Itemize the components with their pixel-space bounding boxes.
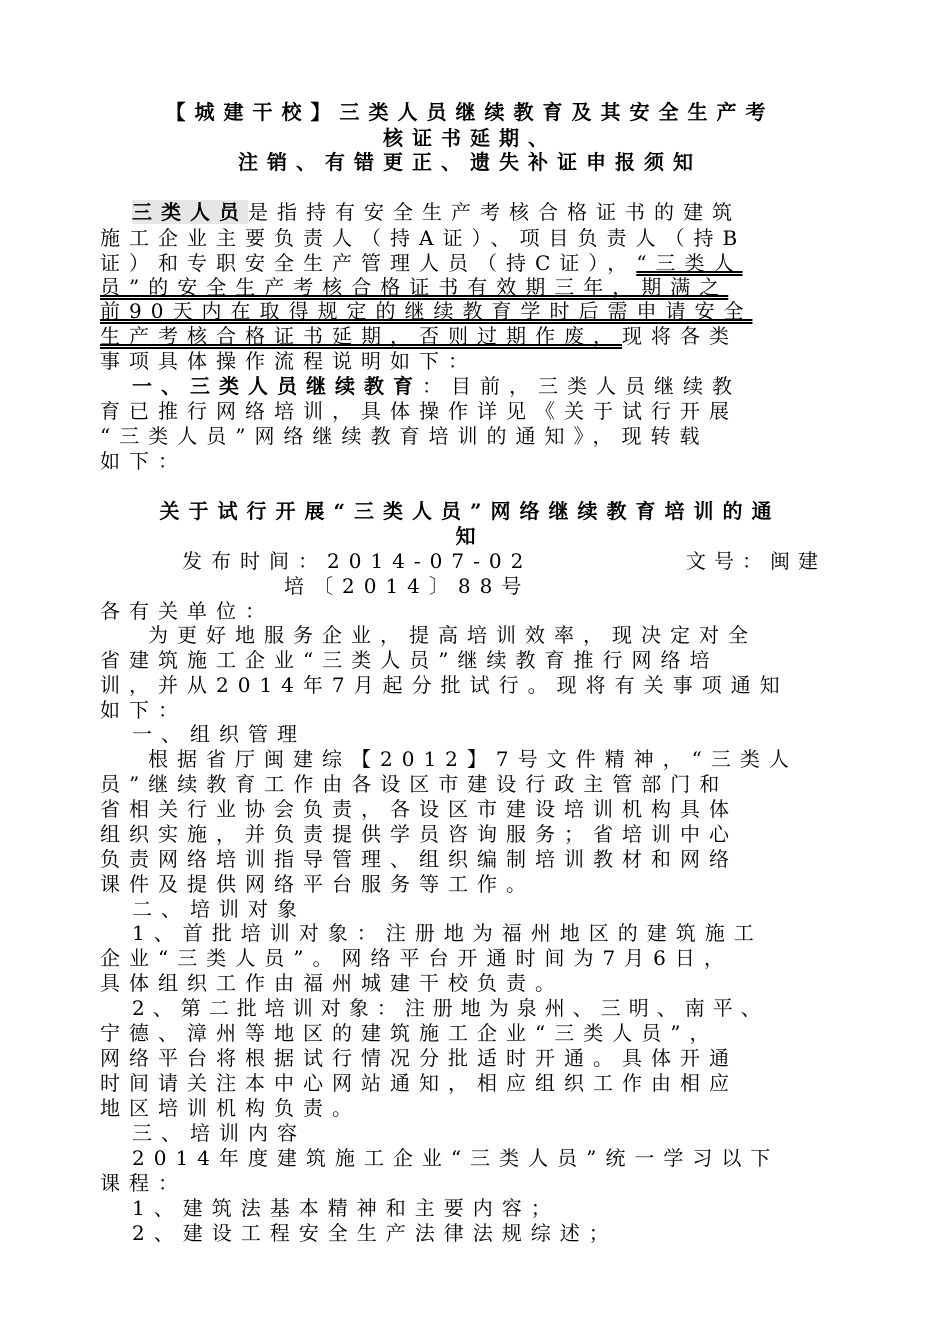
notice-heading-1: 一、组织管理 bbox=[132, 722, 306, 746]
notice-p2-line-6: 课件及提供网络平台服务等工作。 bbox=[100, 872, 535, 896]
notice-p5-line-1: 2014年度建筑施工企业“三类人员”统一学习以下 bbox=[132, 1146, 780, 1170]
notice-p4-line-1: 2、第二批培训对象：注册地为泉州、三明、南平、 bbox=[132, 996, 769, 1020]
notice-p3-line-3: 具体组织工作由福州城建干校负责。 bbox=[100, 971, 564, 995]
intro-line-2: 施工企业主要负责人（持A证）、项目负责人（持B bbox=[100, 226, 747, 250]
notice-p1-line-3: 训，并从2014年7月起分批试行。现将有关事项通知 bbox=[100, 673, 789, 697]
notice-heading-2: 二、培训对象 bbox=[132, 897, 306, 921]
notice-p4-line-2: 宁德、漳州等地区的建筑施工企业“三类人员”， bbox=[100, 1021, 719, 1045]
notice-heading-3: 三、培训内容 bbox=[132, 1121, 306, 1145]
notice-p2-line-1: 根据省厅闽建综【2012】7号文件精神，“三类人 bbox=[148, 747, 798, 771]
greeting: 各有关单位： bbox=[100, 599, 274, 623]
notice-p2-line-3: 省相关行业协会负责，各设区市建设培训机构具体 bbox=[100, 797, 738, 821]
doc-title-line-3: 注销、有错更正、遗失补证申报须知 bbox=[238, 150, 702, 174]
intro-line-6: 生产考核合格证书延期，否则过期作废，现将各类 bbox=[100, 324, 738, 348]
notice-p3-line-2: 企业“三类人员”。网络平台开通时间为7月6日， bbox=[100, 946, 733, 970]
doc-number-a: 文号：闽建 bbox=[686, 549, 826, 573]
section1-line-4: 如下： bbox=[100, 449, 187, 473]
doc-title-line-1: 【城建干校】三类人员继续教育及其安全生产考 bbox=[165, 100, 775, 124]
notice-p2-line-4: 组织实施，并负责提供学员咨询服务；省培训中心 bbox=[100, 822, 738, 846]
intro-line-5: 前90天内在取得规定的继续教育学时后需申请安全 bbox=[100, 299, 753, 323]
notice-p1-line-4: 如下： bbox=[100, 698, 187, 722]
notice-p3-line-1: 1、首批培训对象：注册地为福州地区的建筑施工 bbox=[132, 921, 763, 945]
intro-line-3: 证）和专职安全生产管理人员（持C证），“三类人 bbox=[100, 251, 743, 275]
course-item-1: 1、建筑法基本精神和主要内容； bbox=[132, 1196, 560, 1220]
notice-title-line-2: 知 bbox=[455, 524, 485, 548]
notice-p4-line-4: 时间请关注本中心网站通知，相应组织工作由相应 bbox=[100, 1071, 738, 1095]
notice-p4-line-3: 网络平台将根据试行情况分批适时开通。具体开通 bbox=[100, 1046, 738, 1070]
notice-title-line-1: 关于试行开展“三类人员”网络继续教育培训的通 bbox=[159, 499, 781, 523]
section1-line-1: 一、三类人员继续教育：目前，三类人员继续教 bbox=[132, 374, 741, 398]
notice-p2-line-5: 负责网络培训指导管理、组织编制培训教材和网络 bbox=[100, 847, 738, 871]
intro-line-1: 三类人员是指持有安全生产考核合格证书的建筑 bbox=[132, 200, 741, 224]
notice-p1-line-2: 省建筑施工企业“三类人员”继续教育推行网络培 bbox=[100, 648, 719, 672]
section1-line-2: 育已推行网络培训，具体操作详见《关于试行开展 bbox=[100, 399, 738, 423]
intro-line-4: 员”的安全生产考核合格证书有效期三年，期满之 bbox=[100, 275, 729, 299]
doc-title-line-2: 核证书延期、 bbox=[383, 126, 557, 150]
notice-p4-line-5: 地区培训机构负责。 bbox=[100, 1096, 361, 1120]
intro-term: 三类人员 bbox=[132, 200, 248, 224]
section1-line-3: “三类人员”网络继续教育培训的通知》，现转载 bbox=[100, 424, 709, 448]
course-item-2: 2、建设工程安全生产法律法规综述； bbox=[132, 1221, 618, 1245]
publish-date: 发布时间：2014-07-02 bbox=[182, 549, 533, 573]
notice-p2-line-2: 员”继续教育工作由各设区市建设行政主管部门和 bbox=[100, 772, 729, 796]
notice-p5-line-2: 课程： bbox=[100, 1171, 187, 1195]
section1-heading: 一、三类人员继续教育 bbox=[132, 374, 422, 398]
doc-number-b: 培〔2014〕88号 bbox=[284, 574, 531, 598]
notice-p1-line-1: 为更好地服务企业，提高培训效率，现决定对全 bbox=[148, 623, 757, 647]
intro-line-7: 事项具体操作流程说明如下： bbox=[100, 349, 477, 373]
